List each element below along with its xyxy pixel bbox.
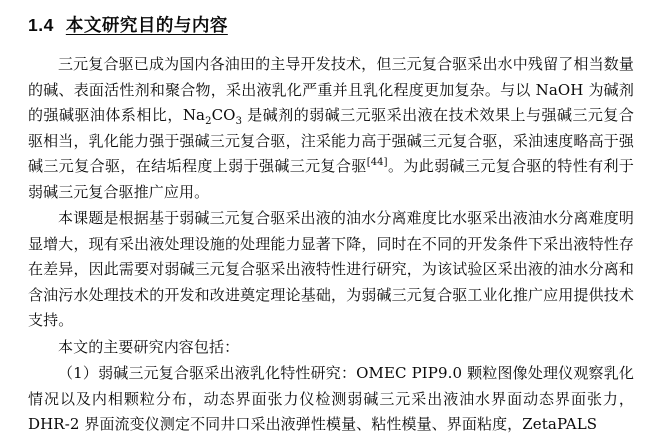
section-heading (28, 12, 634, 38)
section-number: 1.4 (28, 15, 54, 35)
subscript: 2 (205, 116, 212, 128)
body-text (28, 52, 634, 438)
paragraph: （1）弱碱三元复合驱采出液乳化特性研究：OMEC PIP9.0 颗粒图像处理仪观察乳化情况以及内相颗粒分布，动态界面张力仪检测弱碱三元采出液油水界面动态界面张力，DHR-2 界面流变仪测定不同井口采出液弹性模量、粘性模量、界面粘度，ZetaPALS (28, 364, 634, 434)
subscript: 3 (235, 116, 243, 128)
section-title: 本文研究目的与内容 (65, 15, 228, 35)
paragraph: 三元复合驱已成为国内各油田的主导开发技术，但三元复合驱采出水中残留了相当数量的碱、表面活性剂和聚合物，采出液乳化严重并且乳化程度更加复杂。与以 NaOH 为碱剂的强碱驱油体系相比，$Na_2CO_3$ 是碱剂的弱碱三元驱采出液在技术效果上与强碱三元复合驱相当，乳化能力强于强碱三元复合驱，注采能力高于强碱三元复合驱，采油速度略高于强碱三元复合驱，在结垢程度上弱于强碱三元复合驱[44]。为此弱碱三元复合驱的特性有利于弱碱三元复合驱推广应用。 (28, 55, 634, 201)
paragraph: 本文的主要研究内容包括： (58, 337, 240, 356)
citation-superscript: [44] (366, 157, 388, 169)
paragraph: 本课题是根据基于弱碱三元复合驱采出液的油水分离难度比水驱采出液油水分离难度明显增大，现有采出液处理设施的处理能力显著下降，同时在不同的开发条件下采出液特性存在差异，因此需要对弱碱三元复合驱采出液特性进行研究，为该试验区采出液的油水分离和含油污水处理技术的开发和改进奠定理论基础，为弱碱三元复合驱工业化推广应用提供技术支持。 (28, 209, 634, 330)
